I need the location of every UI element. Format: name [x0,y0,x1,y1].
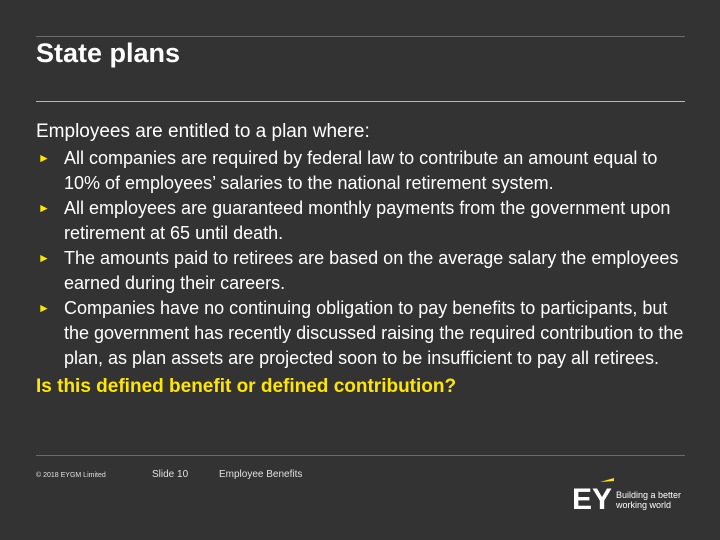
bullet-arrow-icon: ► [38,151,50,165]
intro-text: Employees are entitled to a plan where: [36,121,370,142]
bullet-list [36,146,686,371]
title-underline [36,101,685,102]
bullet-arrow-icon: ► [38,301,50,315]
bullet-arrow-icon: ► [38,201,50,215]
logo-tagline-line1: Building a better [616,490,682,500]
ey-logo-icon [572,478,614,512]
bullet-text: All companies are required by federal law to contribute an amount equal to 10% of employees’ salaries to the national retirement system. [64,148,658,193]
slide-number: Slide 10 [152,469,189,480]
ey-logo [572,478,692,514]
bullet-item [36,196,686,246]
copyright-text: © 2018 EYGM Limited [36,472,106,479]
bullet-item [36,296,686,371]
bullet-arrow-icon: ► [38,251,50,265]
bullet-text: The amounts paid to retirees are based on the average salary the employees earned during their careers. [64,248,679,293]
ey-logo-mark: EY [572,483,613,512]
bullet-item [36,146,686,196]
slide-title: State plans [36,38,181,68]
bullet-text: All employees are guaranteed monthly payments from the government upon retirement at 65 until death. [64,198,671,243]
section-name: Employee Benefits [219,469,303,480]
bullet-item [36,246,686,296]
question-text: Is this defined benefit or defined contribution? [36,376,457,397]
footer-divider [36,455,685,456]
slide-body [36,120,686,400]
logo-tagline-line2: working world [616,500,672,510]
logo-tagline [616,490,681,510]
bullet-text: Companies have no continuing obligation to pay benefits to participants, but the government has recently discussed raising the required contribution to the plan, as plan assets are projected soon to be insufficient to pay all retirees. [64,298,684,368]
